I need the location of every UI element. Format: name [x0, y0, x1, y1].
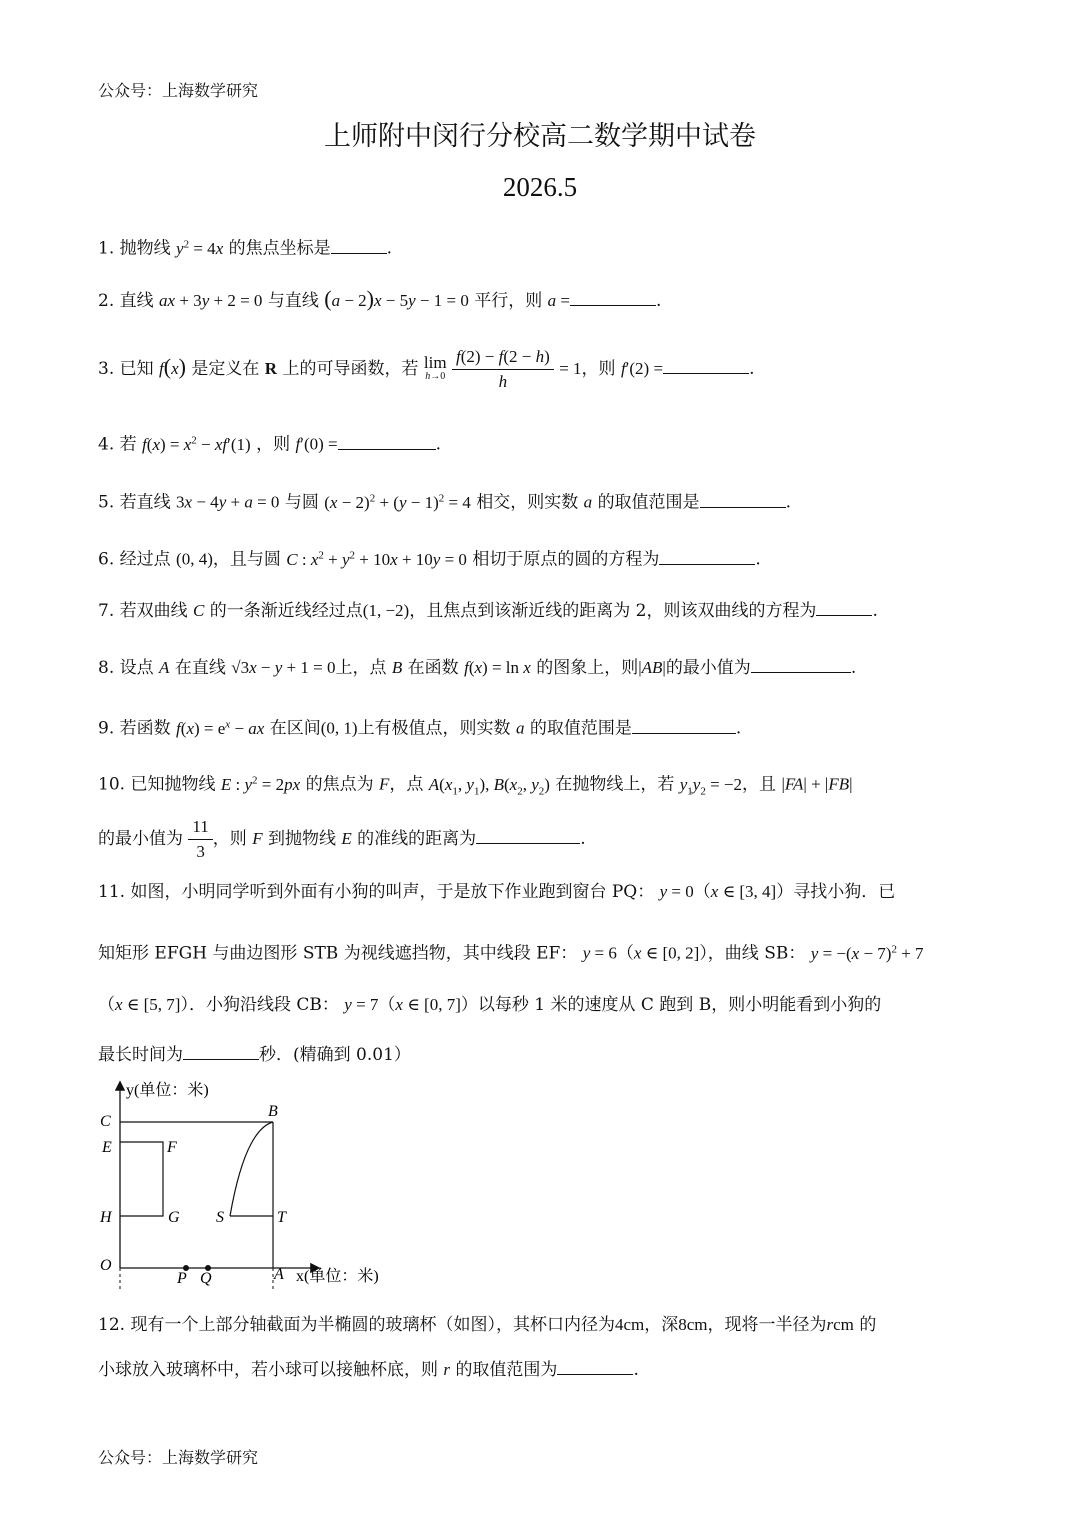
label-a: A	[274, 1266, 284, 1283]
question-4: 4. 若 $f(x) = x^2 - xf'(1)$ ，则 f′(0) = .	[98, 434, 442, 455]
curve-sb	[230, 1122, 273, 1216]
x-axis-label: x(单位：米)	[296, 1268, 379, 1285]
label-p: P	[177, 1270, 187, 1287]
question-10: 10. 已知抛物线 E : $y^2 = 2px$ 的焦点为 F，点 $A(x_1$, $y_1$), $B(x_2$, $y_2$) 在抛物线上，若 $y_1y_2 = -2$，且 |FA| + |FB|	[98, 774, 853, 798]
rectangle-efgh	[120, 1142, 163, 1216]
label-b: B	[268, 1103, 278, 1120]
page-title: 上师附中闵行分校高二数学期中试卷	[324, 121, 756, 152]
question-3: 3. 已知 f(x) 是定义在 R 上的可导函数，若 lim h→0 $\frac{f(2) - f(2 - h)}{h}$ = 1，则 f′(2) = .	[98, 347, 755, 391]
header-top: 公众号：上海数学研究	[98, 81, 259, 100]
question-12-line-2: 小球放入玻璃杯中，若小球可以接触杯底，则 r 的取值范围为 .	[98, 1360, 639, 1380]
label-t: T	[277, 1209, 286, 1226]
label-o: O	[100, 1257, 112, 1274]
exam-date: 2026.5	[502, 172, 578, 202]
question-5: 5. 若直线 3x − 4y + a = 0 与圆 $(x - 2)^2 + (y - 1)^2 = 4$ 相交，则实数 a 的取值范围是 .	[98, 492, 791, 513]
label-c: C	[100, 1113, 111, 1130]
question-11-line-1: 11. 如图，小明同学听到外面有小狗的叫声，于是放下作业跑到窗台 PQ： y = 0（x ∈ [3, 4]）寻找小狗．已	[98, 882, 896, 902]
label-g: G	[168, 1209, 180, 1226]
question-11-line-4: 最长时间为 秒．(精确到 0.01）	[98, 1045, 411, 1065]
question-10-cont: 的最小值为 $\frac{11}{3}$ ，则 F 到抛物线 E 的准线的距离为 .	[98, 817, 586, 861]
question-11-line-3: （x ∈ [5, 7]）．小狗沿线段 CB： y = 7（x ∈ [0, 7]）以每秒 1 米的速度从 C 跑到 B，则小明能看到小狗的	[98, 995, 882, 1015]
question-1: 1. 抛物线 $y^2 = 4x$ 的焦点坐标是 .	[98, 238, 393, 259]
question-7: 7. 若双曲线 C 的一条渐近线经过点(1, −2)，且焦点到该渐近线的距离为 2，则该双曲线的方程为 .	[98, 601, 878, 621]
question-11-figure	[90, 1075, 420, 1295]
question-8: 8. 设点 A 在直线 √3x − y + 1 = 0上，点 B 在函数 f(x) = ln x 的图象上，则|AB|的最小值为 .	[98, 658, 857, 678]
label-s: S	[216, 1209, 224, 1226]
label-h: H	[100, 1209, 112, 1226]
question-11-line-2: 知矩形 EFGH 与曲边图形 STB 为视线遮挡物，其中线段 EF： y = 6（x ∈ [0, 2]），曲线 SB： $y = -(x - 7)^2 + 7$	[98, 943, 924, 964]
y-axis-label: y(单位：米)	[126, 1082, 209, 1099]
question-9: 9. 若函数 $f(x) = e^x$ − ax 在区间(0, 1)上有极值点，则实数 a 的取值范围是 .	[98, 718, 742, 739]
question-12-line-1: 12. 现有一个上部分轴截面为半椭圆的玻璃杯（如图），其杯口内径为4cm，深8cm，现将一半径为rcm 的	[98, 1315, 877, 1335]
question-6: 6. 经过点 (0, 4)，且与圆 C : $x^2 + y^2 + 10x + 10y = 0$ 相切于原点的圆的方程为 .	[98, 549, 761, 570]
question-2: 2. 直线 ax + 3y + 2 = 0 与直线 (a − 2)x − 5y − 1 = 0 平行，则 a = .	[98, 286, 662, 311]
label-e: E	[102, 1139, 112, 1156]
header-bottom: 公众号：上海数学研究	[98, 1448, 259, 1467]
label-q: Q	[200, 1270, 212, 1287]
label-f: F	[167, 1139, 177, 1156]
